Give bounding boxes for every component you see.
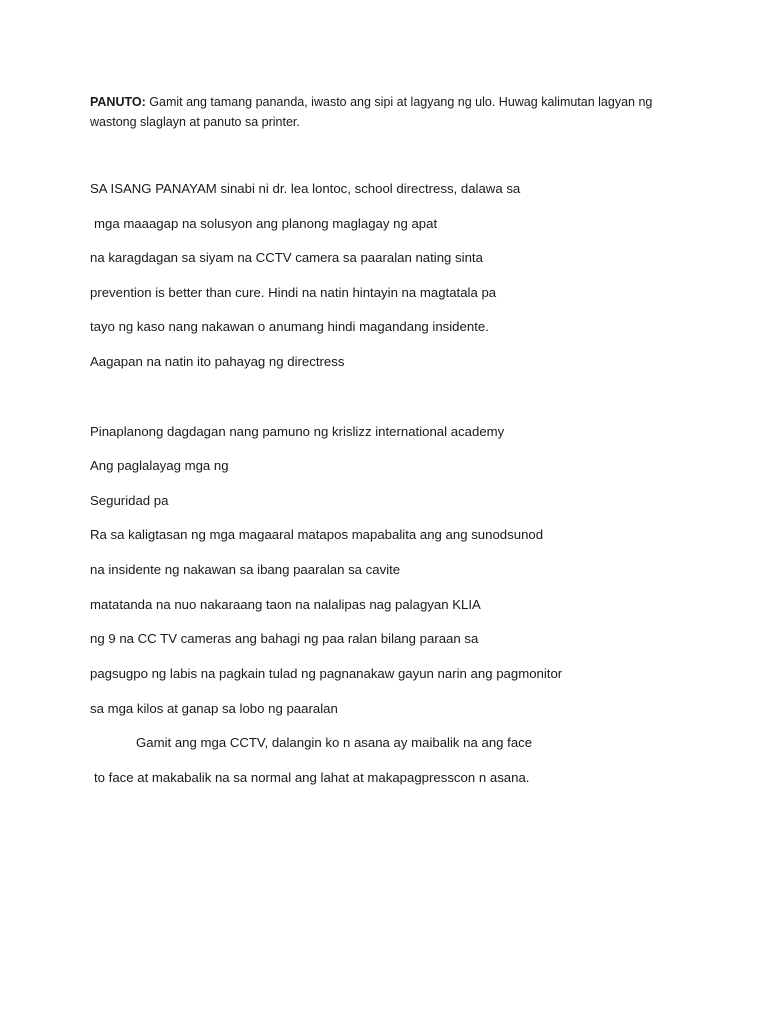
- paragraph-line: pagsugpo ng labis na pagkain tulad ng pagnanakaw gayun narin ang pagmonitor: [90, 666, 563, 681]
- paragraph-line: na insidente ng nakawan sa ibang paaralan sa cavite: [90, 562, 401, 577]
- instruction-text: [90, 92, 670, 132]
- paragraph-line: mga maaagap na solusyon ang planong maglagay ng apat: [94, 216, 438, 231]
- paragraph-line: matatanda na nuo nakaraang taon na nalalipas nag palagyan KLIA: [90, 597, 481, 612]
- paragraph-line: prevention is better than cure. Hindi na natin hintayin na magtatala pa: [90, 285, 497, 300]
- instruction-body: Gamit ang tamang pananda, iwasto ang sipi at lagyang ng ulo. Huwag kalimutan lagyan ng wastong slaglayn at panuto sa printer.: [90, 95, 653, 129]
- paragraph-line: Ang paglalayag mga ng: [90, 458, 229, 473]
- paragraph-line: sa mga kilos at ganap sa lobo ng paaralan: [90, 701, 338, 716]
- paragraph-line: tayo ng kaso nang nakawan o anumang hindi magandang insidente.: [90, 319, 489, 334]
- paragraph-line: Aagapan na natin ito pahayag ng directress: [90, 354, 345, 369]
- paragraph-line: Seguridad pa: [90, 493, 169, 508]
- paragraph-line: na karagdagan sa siyam na CCTV camera sa paaralan nating sinta: [90, 250, 483, 265]
- paragraph-line: SA ISANG PANAYAM sinabi ni dr. lea lontoc, school directress, dalawa sa: [90, 181, 521, 196]
- instruction-label: PANUTO:: [90, 95, 146, 109]
- paragraph-line: ng 9 na CC TV cameras ang bahagi ng paa ralan bilang paraan sa: [90, 631, 479, 646]
- paragraph-line: Gamit ang mga CCTV, dalangin ko n asana ay maibalik na ang face: [136, 735, 533, 750]
- paragraph-line: to face at makabalik na sa normal ang lahat at makapagpresscon n asana.: [94, 770, 530, 785]
- paragraph-line: Ra sa kaligtasan ng mga magaaral matapos mapabalita ang ang sunodsunod: [90, 527, 544, 542]
- paragraph-line: Pinaplanong dagdagan nang pamuno ng krislizz international academy: [90, 424, 505, 439]
